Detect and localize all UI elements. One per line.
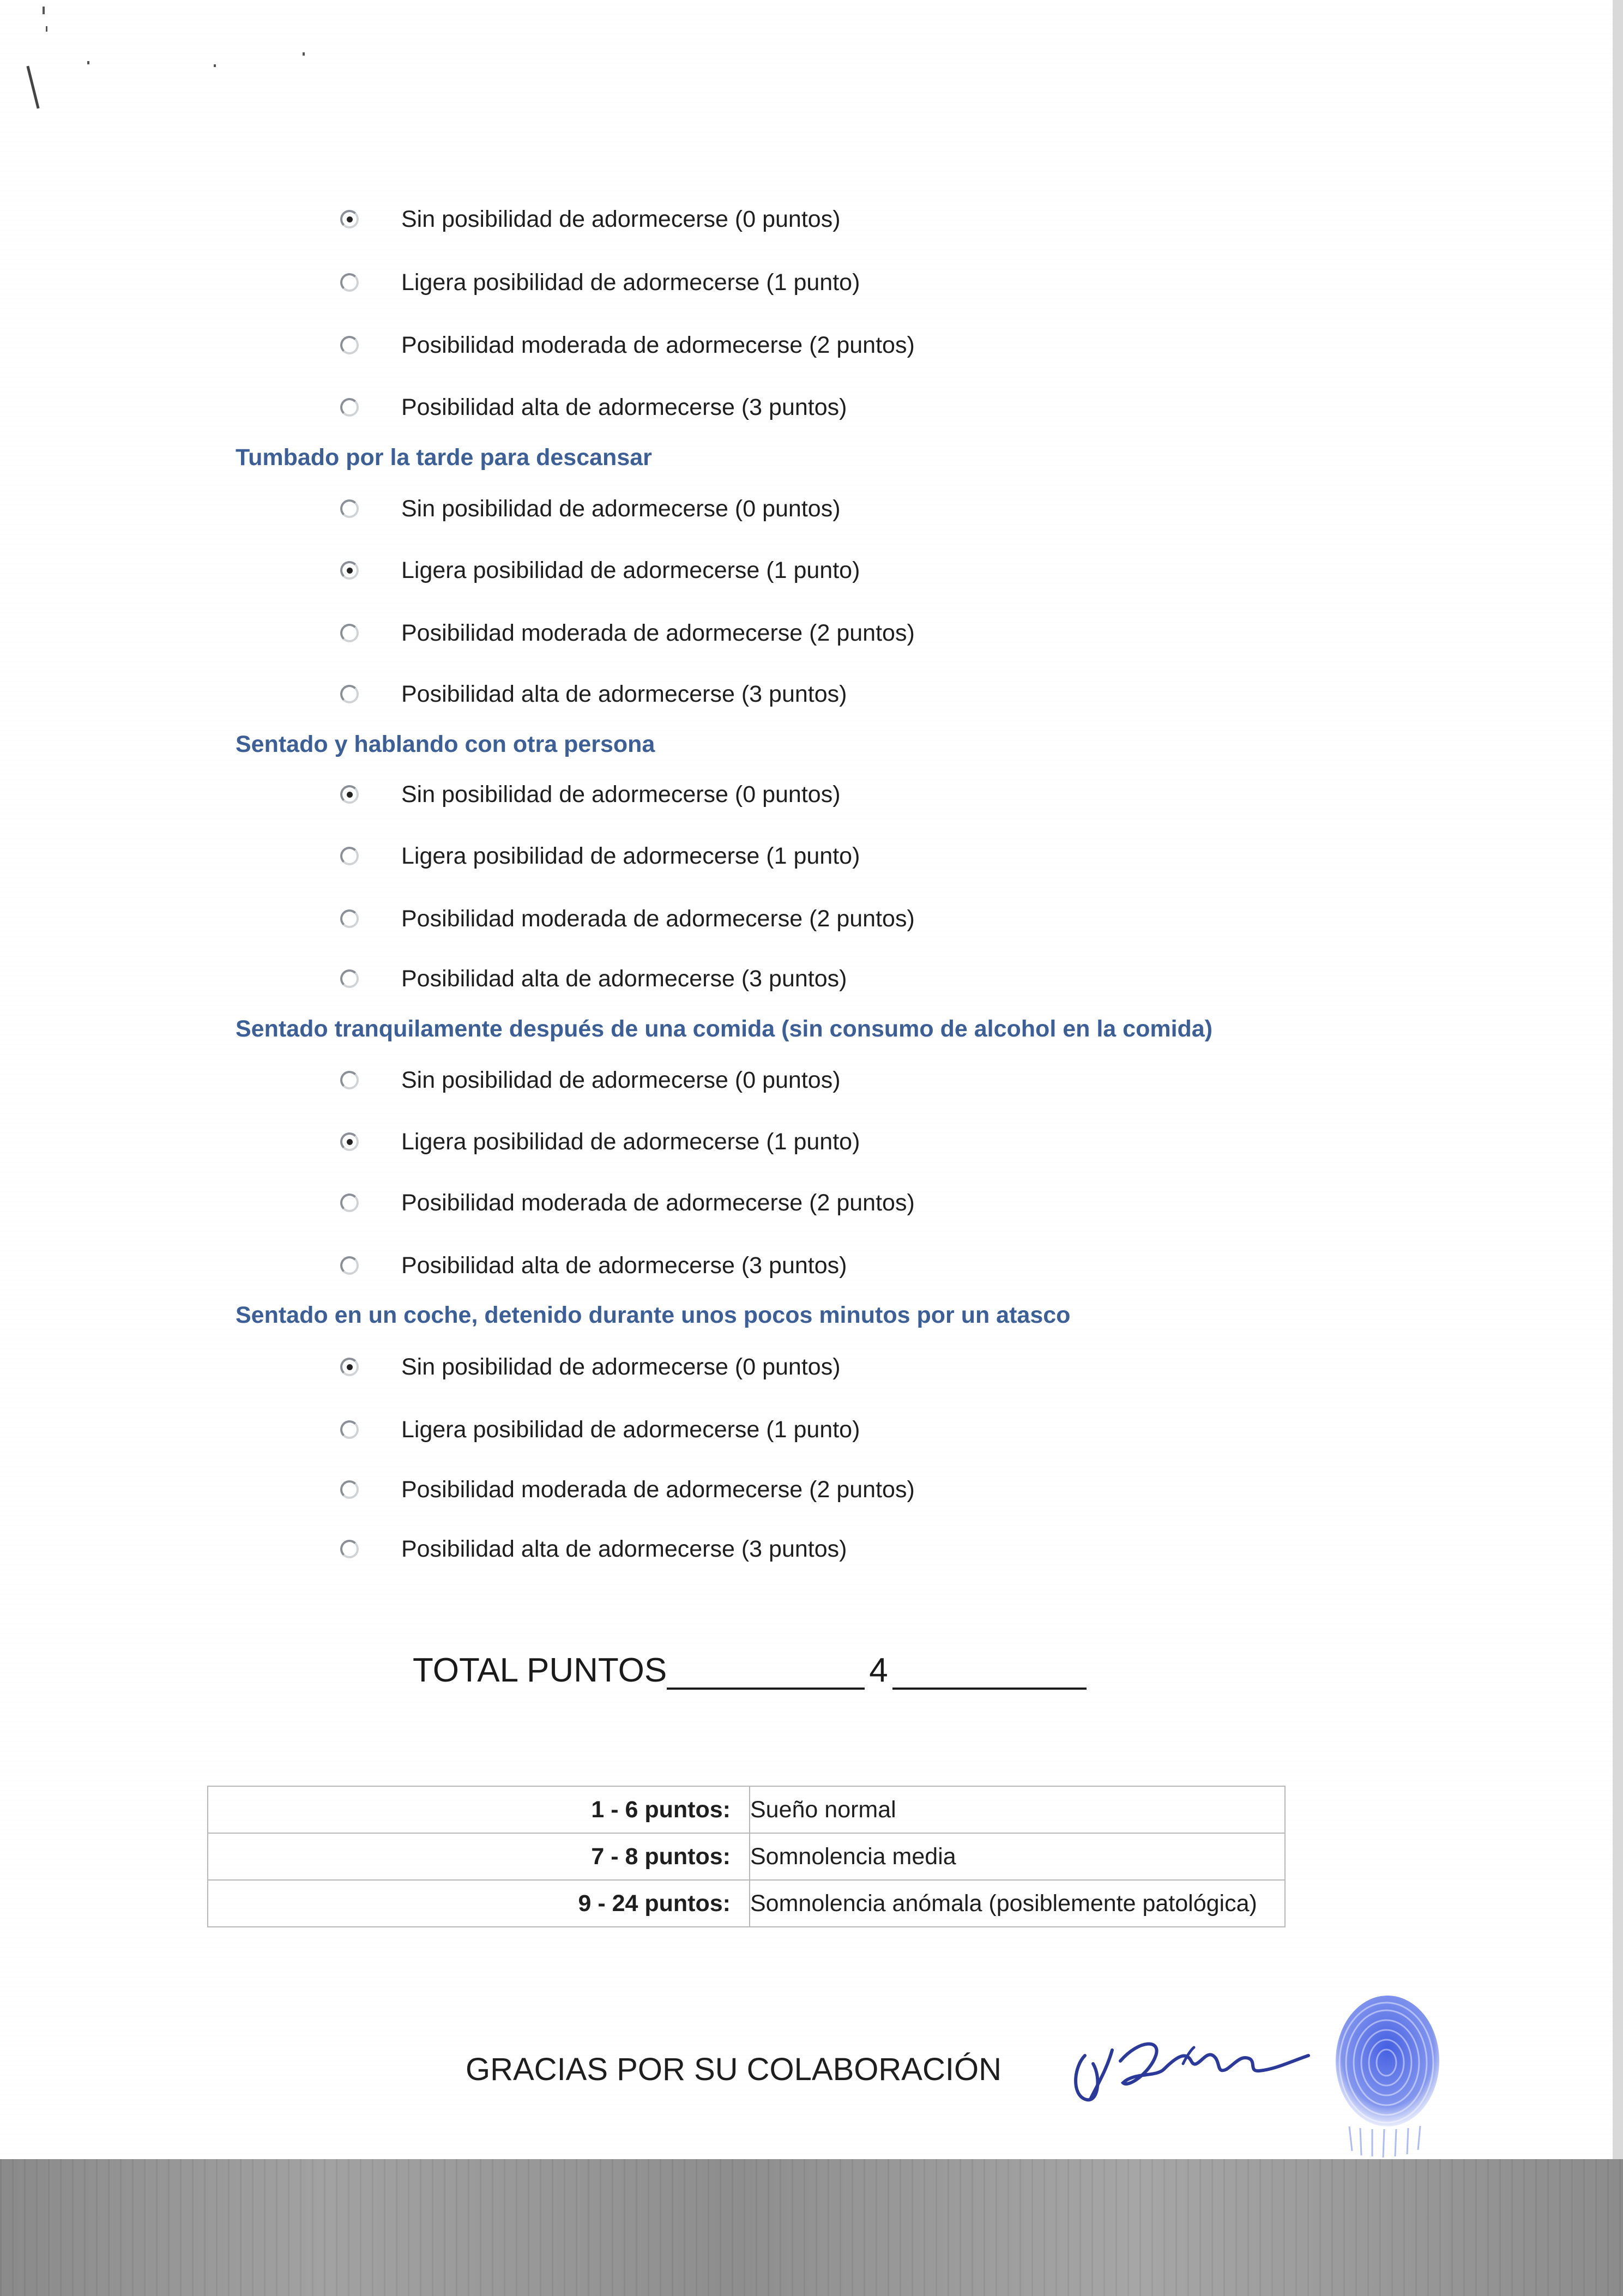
answer-option[interactable] (340, 490, 841, 528)
radio-button-icon[interactable] (340, 785, 359, 804)
option-label: Ligera posibilidad de adormecerse (1 punto) (401, 557, 860, 583)
answer-option[interactable] (340, 1411, 860, 1449)
answer-option[interactable] (340, 388, 847, 426)
option-label: Sin posibilidad de adormecerse (0 puntos) (401, 495, 841, 522)
radio-button-icon[interactable] (340, 969, 359, 988)
handwritten-signature (1069, 2017, 1330, 2110)
answer-option[interactable] (340, 1246, 847, 1285)
option-label: Posibilidad moderada de adormecerse (2 puntos) (401, 905, 915, 932)
radio-button-icon[interactable] (340, 624, 359, 642)
radio-button-icon[interactable] (340, 1420, 359, 1439)
scan-speck (87, 61, 89, 64)
answer-option[interactable] (340, 1348, 841, 1386)
legend-description: Sueño normal (750, 1786, 1285, 1833)
option-label: Posibilidad alta de adormecerse (3 puntos) (401, 394, 847, 420)
answer-option[interactable] (340, 1061, 841, 1099)
option-label: Posibilidad alta de adormecerse (3 puntos) (401, 680, 847, 707)
answer-option[interactable] (340, 675, 847, 713)
scan-speck (46, 26, 47, 32)
option-label: Posibilidad moderada de adormecerse (2 puntos) (401, 1189, 915, 1216)
radio-button-icon[interactable] (340, 210, 359, 228)
answer-option[interactable] (340, 960, 847, 998)
radio-button-icon[interactable] (340, 1256, 359, 1275)
scanner-background (0, 2159, 1623, 2296)
score-legend-table (207, 1786, 1286, 1927)
question-heading: Sentado en un coche, detenido durante unos pocos minutos por un atasco (236, 1302, 1071, 1328)
radio-button-icon[interactable] (340, 685, 359, 703)
option-label: Ligera posibilidad de adormecerse (1 punto) (401, 1416, 860, 1443)
total-underline-right (892, 1687, 1087, 1690)
fingerprint-stamp (1322, 1993, 1453, 2159)
legend-description: Somnolencia anómala (posiblemente patológica) (750, 1880, 1285, 1927)
table-row (208, 1833, 1285, 1880)
radio-button-icon[interactable] (340, 561, 359, 580)
answer-option[interactable] (340, 837, 860, 875)
radio-button-icon[interactable] (340, 499, 359, 518)
answer-option[interactable] (340, 1184, 915, 1222)
scan-speck (303, 52, 305, 56)
radio-button-icon[interactable] (340, 1132, 359, 1151)
option-label: Posibilidad moderada de adormecerse (2 puntos) (401, 1476, 915, 1503)
radio-button-icon[interactable] (340, 1480, 359, 1499)
table-row (208, 1786, 1285, 1833)
legend-range: 7 - 8 puntos: (208, 1833, 750, 1880)
scan-speck (214, 64, 216, 67)
answer-option[interactable] (340, 614, 915, 652)
option-label: Posibilidad moderada de adormecerse (2 puntos) (401, 619, 915, 646)
total-score-line (413, 1651, 1087, 1690)
option-label: Posibilidad alta de adormecerse (3 puntos) (401, 1252, 847, 1279)
radio-button-icon[interactable] (340, 847, 359, 865)
option-label: Ligera posibilidad de adormecerse (1 punto) (401, 1128, 860, 1155)
option-label: Sin posibilidad de adormecerse (0 puntos) (401, 1066, 841, 1093)
answer-option[interactable] (340, 263, 860, 302)
radio-button-icon[interactable] (340, 1071, 359, 1089)
answer-option[interactable] (340, 1471, 915, 1509)
legend-description: Somnolencia media (750, 1833, 1285, 1880)
total-value: 4 (869, 1652, 888, 1689)
answer-option[interactable] (340, 775, 841, 813)
total-underline-left (667, 1687, 865, 1690)
option-label: Sin posibilidad de adormecerse (0 puntos) (401, 1353, 841, 1380)
question-heading: Tumbado por la tarde para descansar (236, 444, 652, 471)
radio-button-icon[interactable] (340, 336, 359, 354)
option-label: Posibilidad alta de adormecerse (3 puntos) (401, 965, 847, 992)
answer-option[interactable] (340, 326, 915, 364)
radio-button-icon[interactable] (340, 909, 359, 928)
option-label: Posibilidad alta de adormecerse (3 puntos) (401, 1535, 847, 1562)
radio-button-icon[interactable] (340, 1194, 359, 1212)
table-row (208, 1880, 1285, 1927)
option-label: Sin posibilidad de adormecerse (0 puntos) (401, 206, 841, 232)
radio-button-icon[interactable] (340, 273, 359, 292)
question-heading: Sentado y hablando con otra persona (236, 731, 655, 757)
answer-option[interactable] (340, 200, 841, 238)
scan-speck (43, 7, 45, 14)
radio-button-icon[interactable] (340, 1540, 359, 1558)
option-label: Ligera posibilidad de adormecerse (1 punto) (401, 842, 860, 869)
question-heading: Sentado tranquilamente después de una comida (sin consumo de alcohol en la comida) (236, 1016, 1213, 1042)
radio-button-icon[interactable] (340, 1358, 359, 1376)
answer-option[interactable] (340, 1530, 847, 1568)
option-label: Sin posibilidad de adormecerse (0 puntos) (401, 781, 841, 807)
thanks-message: GRACIAS POR SU COLABORACIÓN (466, 2052, 1001, 2087)
option-label: Posibilidad moderada de adormecerse (2 puntos) (401, 332, 915, 358)
answer-option[interactable] (340, 1123, 860, 1161)
radio-button-icon[interactable] (340, 398, 359, 417)
answer-option[interactable] (340, 551, 860, 589)
option-label: Ligera posibilidad de adormecerse (1 punto) (401, 269, 860, 296)
page-edge-shadow (1613, 0, 1623, 2159)
legend-range: 9 - 24 puntos: (208, 1880, 750, 1927)
total-label: TOTAL PUNTOS (413, 1652, 667, 1689)
scan-speck (26, 66, 39, 109)
answer-option[interactable] (340, 900, 915, 938)
legend-range: 1 - 6 puntos: (208, 1786, 750, 1833)
